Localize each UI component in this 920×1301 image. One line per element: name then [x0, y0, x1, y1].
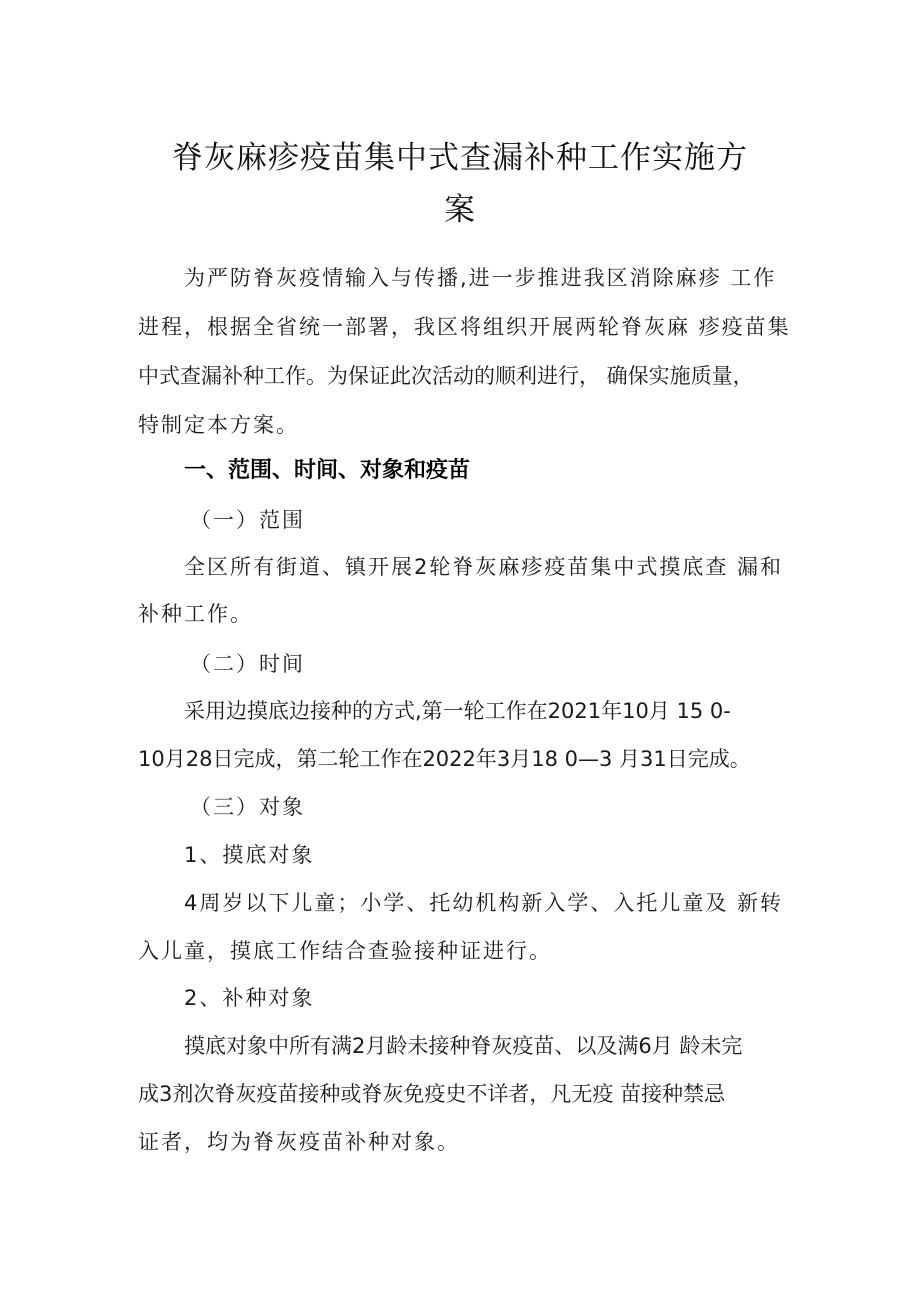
item-heading-catchup: 2、补种对象 — [184, 986, 315, 1010]
title-line-1: 脊灰麻疹疫苗集中式查漏补种工作实施方 — [172, 140, 748, 176]
intro-line-1: 为严防脊灰疫情输入与传播,进一步推进我区消除麻疹 工作 — [184, 266, 777, 290]
catchup-line-2: 成3剂次脊灰疫苗接种或脊灰免疫史不详者，凡无疫 苗接种禁忌 — [138, 1082, 726, 1106]
time-line-2: 10月28日完成，第二轮工作在2022年3月18 0—3 月31日完成。 — [138, 747, 751, 771]
subsection-heading-time: （二）时间 — [190, 652, 305, 676]
survey-line-2: 入儿童，摸底工作结合查验接种证进行。 — [138, 939, 552, 963]
time-line-1: 采用边摸底边接种的方式,第一轮工作在2021年10月 15 0- — [184, 699, 731, 723]
intro-line-2: 进程，根据全省统一部署，我区将组织开展两轮脊灰麻 疹疫苗集 — [138, 315, 791, 339]
subsection-heading-scope: （一）范围 — [190, 508, 305, 532]
subsection-heading-target: （三）对象 — [190, 795, 305, 819]
item-heading-survey: 1、摸底对象 — [184, 843, 315, 867]
intro-line-4: 特制定本方案。 — [138, 413, 299, 437]
scope-line-1: 全区所有街道、镇开展2轮脊灰麻疹疫苗集中式摸底查 漏和 — [184, 555, 784, 579]
catchup-line-3: 证者，均为脊灰疫苗补种对象。 — [138, 1130, 460, 1154]
section-heading-1: 一、范围、时间、对象和疫苗 — [184, 458, 471, 483]
document-title — [0, 132, 920, 236]
scope-line-2: 补种工作。 — [138, 602, 253, 626]
survey-line-1: 4周岁以下儿童；小学、托幼机构新入学、入托儿童及 新转 — [184, 891, 784, 915]
title-line-2: 案 — [444, 192, 476, 228]
catchup-line-1: 摸底对象中所有满2月龄未接种脊灰疫苗、以及满6月 龄未完 — [184, 1034, 743, 1058]
intro-line-3: 中式查漏补种工作。为保证此次活动的顺利进行， 确保实施质量， — [138, 364, 754, 388]
